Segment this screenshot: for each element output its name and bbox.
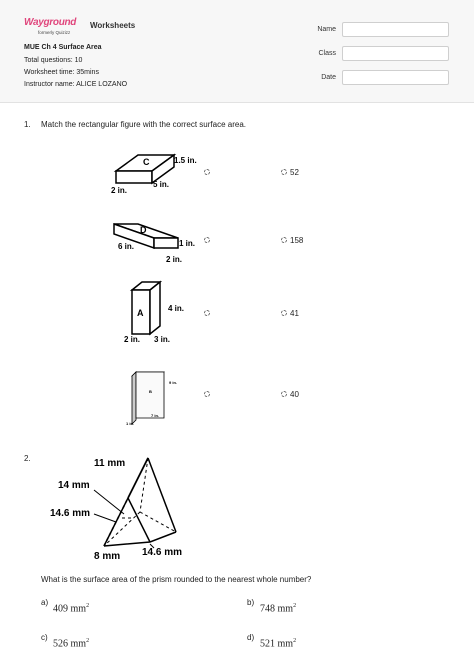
choice-b-letter: b) (247, 598, 255, 607)
instructor-name: Instructor name: ALICE LOZANO (24, 81, 128, 88)
logo-subtext: formerly Quizizz (38, 30, 71, 35)
question-1-prompt: Match the rectangular figure with the correct surface area. (41, 120, 246, 129)
prism-c-dim-length: 5 in. (153, 180, 170, 189)
prism-b-dim-depth: 1 in. (126, 421, 135, 426)
wayground-logo (24, 15, 86, 37)
match-radio-2[interactable] (204, 237, 210, 243)
class-label: Class (318, 50, 336, 57)
class-field[interactable] (342, 46, 449, 61)
prism-c-figure (108, 145, 203, 195)
logo-wordmark: Wayground (24, 17, 77, 28)
match-radio-3[interactable] (204, 310, 210, 316)
choice-b-value[interactable]: 748 $mm^2$ (260, 603, 297, 615)
option-radio-3[interactable] (281, 310, 287, 316)
option-radio-1[interactable] (281, 169, 287, 175)
option-value-1: 52 (290, 168, 299, 177)
prism-a-dim-height: 4 in. (168, 304, 185, 313)
prism-label-bottom-right: 14.6 mm (142, 547, 183, 558)
prism-a-dim-depth: 3 in. (154, 335, 171, 344)
question-2-number: 2. (24, 454, 31, 463)
prism-b-letter: B (149, 389, 152, 394)
date-field[interactable] (342, 70, 449, 85)
prism-d-letter: D (140, 225, 147, 235)
prism-label-left-upper: 14 mm (58, 480, 90, 491)
prism-label-left-lower: 14.6 mm (50, 508, 91, 519)
total-questions: Total questions: 10 (24, 57, 83, 64)
prism-a-letter: A (137, 308, 144, 318)
name-label: Name (317, 26, 336, 33)
question-2-prompt: What is the surface area of the prism rounded to the nearest whole number? (41, 575, 312, 584)
prism-d-figure (108, 214, 203, 266)
prism-c-dim-width: 2 in. (111, 186, 128, 195)
prism-d-dim-length: 6 in. (118, 242, 135, 251)
name-field[interactable] (342, 22, 449, 37)
prism-label-top: 11 mm (94, 458, 126, 469)
prism-d-dim-width: 2 in. (166, 255, 183, 264)
section-label: Worksheets (90, 21, 136, 30)
option-value-4: 40 (290, 390, 299, 399)
prism-d-dim-height: 1 in. (179, 239, 196, 248)
choice-d-value[interactable]: 521 $mm^2$ (260, 638, 297, 650)
prism-b-dim-height: 9 in. (169, 380, 178, 385)
prism-a-dim-width: 2 in. (124, 335, 141, 344)
worksheet-time: Worksheet time: 35mins (24, 69, 99, 76)
date-label: Date (321, 74, 336, 81)
question-1-number: 1. (24, 120, 31, 129)
option-radio-2[interactable] (281, 237, 287, 243)
choice-c-value[interactable]: 526 $mm^2$ (53, 638, 90, 650)
option-radio-4[interactable] (281, 391, 287, 397)
match-radio-1[interactable] (204, 169, 210, 175)
choice-d-letter: d) (247, 633, 255, 642)
worksheet-header (0, 0, 474, 103)
choice-a-value[interactable]: 409 $mm^2$ (53, 603, 90, 615)
choice-c-letter: c) (41, 633, 48, 642)
prism-a-figure (120, 278, 195, 348)
prism-label-bottom-left: 8 mm (94, 551, 121, 562)
option-value-2: 158 (290, 236, 304, 245)
choice-a-letter: a) (41, 598, 49, 607)
prism-b-figure (124, 368, 184, 428)
worksheet-title: MUE Ch 4 Surface Area (24, 44, 102, 51)
prism-c-letter: C (143, 157, 150, 167)
prism-b-dim-width: 7 in. (151, 413, 160, 418)
match-radio-4[interactable] (204, 391, 210, 397)
option-value-3: 41 (290, 309, 299, 318)
triangular-prism-figure (44, 452, 194, 564)
prism-c-dim-height: 1.5 in. (174, 156, 197, 165)
